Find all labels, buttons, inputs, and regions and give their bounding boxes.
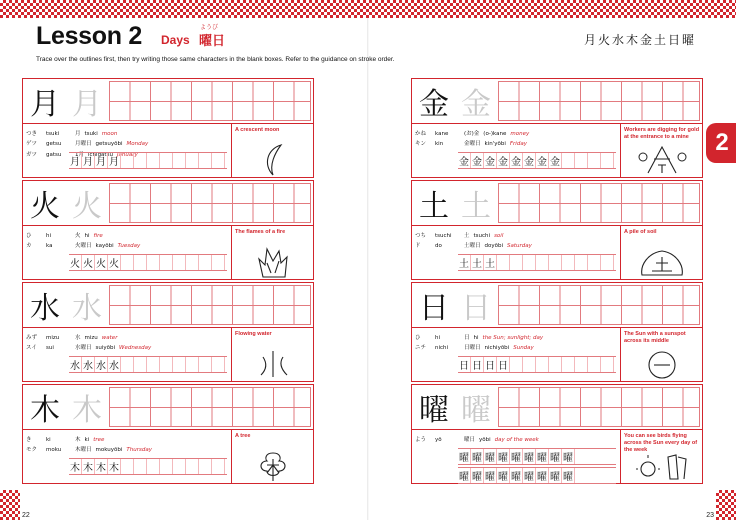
crescent-moon-sketch — [245, 143, 301, 177]
stroke-order-row — [69, 458, 227, 475]
kanji-model: 金 — [419, 87, 449, 122]
stroke-step-empty[interactable] — [147, 357, 160, 372]
vocabulary — [75, 231, 235, 252]
stroke-step-empty[interactable] — [186, 357, 199, 372]
reading-romaji: yō — [435, 437, 442, 443]
stroke-step: 月 — [82, 153, 95, 168]
kanji-block — [22, 384, 314, 484]
vocab-row — [464, 231, 624, 241]
stroke-step-empty[interactable] — [212, 153, 225, 168]
stroke-step-empty[interactable] — [173, 357, 186, 372]
mnemonic: The Sun with a sunspot across its middle — [624, 331, 686, 345]
mnemonic: You can see birds flying across the Sun every day of the week — [624, 433, 698, 454]
stroke-step-empty[interactable] — [510, 357, 523, 372]
stroke-step: 曜 — [562, 449, 575, 464]
vocab-row — [464, 435, 624, 445]
kanji-model: 火 — [30, 189, 60, 224]
kanji-trace[interactable]: 曜 — [461, 393, 491, 428]
mnemonic: Flowing water — [235, 331, 272, 337]
vocab-row — [464, 333, 624, 343]
stroke-step-empty[interactable] — [523, 357, 536, 372]
practice-grid[interactable] — [109, 183, 311, 223]
vocabulary — [75, 435, 235, 456]
stroke-step-empty[interactable] — [121, 357, 134, 372]
stroke-step-empty[interactable] — [134, 459, 147, 474]
stroke-step: 曜 — [484, 449, 497, 464]
reading-kana: き — [26, 437, 32, 443]
stroke-step-empty[interactable] — [173, 255, 186, 270]
lesson-title: Lesson 2 — [36, 22, 142, 50]
section-furigana: ようび — [200, 24, 219, 31]
reading-kana: つき — [26, 131, 38, 137]
stroke-step-empty[interactable] — [562, 357, 575, 372]
vocab-row — [75, 445, 235, 455]
vocab-word: 木曜日 — [75, 447, 92, 454]
vocab-word: (お)金 — [464, 131, 480, 137]
stroke-step: 曜 — [471, 468, 484, 483]
practice-grid[interactable] — [109, 81, 311, 121]
reading-kana: ゲツ — [26, 141, 37, 148]
kanji-trace[interactable]: 木 — [72, 393, 102, 428]
stroke-step-empty[interactable] — [186, 153, 199, 168]
stroke-step-empty[interactable] — [199, 255, 212, 270]
stroke-step: 水 — [108, 357, 121, 372]
vocab-meaning: Sunday — [513, 345, 534, 352]
vocab-romaji: mizu — [84, 335, 98, 341]
lesson-badge: 2 — [706, 123, 736, 163]
stroke-step-empty[interactable] — [588, 255, 601, 270]
stroke-step-empty[interactable] — [601, 153, 614, 168]
vocab-row — [75, 241, 235, 251]
stroke-step-empty[interactable] — [536, 255, 549, 270]
vocab-meaning: Thursday — [126, 447, 152, 454]
reading-kana: ひ — [26, 233, 32, 239]
practice-grid[interactable] — [498, 285, 700, 325]
vocabulary — [75, 333, 235, 354]
reading-kana: かね — [415, 131, 427, 137]
reading-romaji: hi — [46, 233, 52, 239]
stroke-step-empty[interactable] — [212, 255, 225, 270]
stroke-order-row — [458, 356, 616, 373]
reading-kana: ひ — [415, 335, 421, 341]
stroke-order-row — [458, 254, 616, 271]
stroke-step: 曜 — [523, 449, 536, 464]
stroke-step: 日 — [471, 357, 484, 372]
stroke-step-empty[interactable] — [562, 153, 575, 168]
stroke-step-empty[interactable] — [134, 357, 147, 372]
stroke-step-empty[interactable] — [601, 255, 614, 270]
reading-kana: ニチ — [415, 345, 427, 352]
reading-romaji: nichi — [435, 345, 449, 352]
divider — [23, 225, 313, 226]
vocab-word: 月 — [75, 131, 81, 137]
vocab-meaning: Saturday — [507, 243, 532, 250]
vocab-row — [75, 435, 235, 445]
vocab-row — [464, 241, 624, 251]
reading-romaji: kin — [435, 141, 444, 148]
vocab-romaji: hi — [473, 335, 479, 341]
section-title: Days — [161, 33, 190, 47]
vocab-row — [75, 129, 235, 139]
vocabulary — [464, 435, 624, 445]
stroke-step-empty[interactable] — [199, 153, 212, 168]
vocab-word: 1月 — [75, 151, 84, 158]
stroke-step: 曜 — [536, 449, 549, 464]
weekday-kanji-row: 月火水木金土日曜 — [583, 33, 696, 47]
soil-pile-sketch — [634, 245, 690, 279]
vocab-row — [75, 333, 235, 343]
instructions: Trace over the outlines first, then try writing those same characters in the blank boxes. Refer to the guidance on stroke order. — [36, 56, 395, 63]
stroke-step: 日 — [458, 357, 471, 372]
divider — [23, 123, 313, 124]
stroke-step: 曜 — [549, 449, 562, 464]
stroke-step: 曜 — [458, 468, 471, 483]
stroke-step: 金 — [523, 153, 536, 168]
vocab-row — [75, 139, 235, 149]
stroke-step: 火 — [95, 255, 108, 270]
kanji-trace[interactable]: 金 — [461, 87, 491, 122]
practice-grid[interactable] — [498, 387, 700, 427]
reading-romaji: ka — [46, 243, 53, 250]
stroke-step-empty[interactable] — [186, 459, 199, 474]
stroke-step: 日 — [497, 357, 510, 372]
stroke-step-empty[interactable] — [575, 357, 588, 372]
stroke-step-empty[interactable] — [134, 255, 147, 270]
reading-kana: ガツ — [26, 151, 38, 158]
practice-grid[interactable] — [498, 81, 700, 121]
stroke-step: 金 — [536, 153, 549, 168]
stroke-order-row — [69, 152, 227, 169]
stroke-step: 曜 — [523, 468, 536, 483]
vocab-row — [464, 139, 624, 149]
mine-sketch — [634, 143, 690, 177]
vocab-meaning: water — [101, 335, 118, 341]
kanji-block — [22, 282, 314, 382]
kanji-model: 水 — [30, 291, 60, 326]
vocab-meaning: fire — [93, 233, 103, 239]
reading-kana: モク — [26, 447, 38, 454]
stroke-step: 木 — [95, 459, 108, 474]
kanji-block — [411, 78, 703, 178]
reading-romaji: kane — [435, 131, 449, 137]
vocabulary — [464, 129, 624, 150]
reading-kana: キン — [415, 141, 426, 148]
stroke-step: 木 — [108, 459, 121, 474]
stroke-order-row — [458, 152, 616, 169]
stroke-step: 土 — [484, 255, 497, 270]
reading-kana: みず — [26, 335, 38, 341]
kanji-block — [22, 78, 314, 178]
stroke-step-empty[interactable] — [510, 255, 523, 270]
kanji-block — [22, 180, 314, 280]
stroke-step-empty[interactable] — [160, 153, 173, 168]
stroke-step-empty[interactable] — [160, 357, 173, 372]
stroke-step: 金 — [510, 153, 523, 168]
stroke-step: 月 — [69, 153, 82, 168]
mnemonic: The flames of a fire — [235, 229, 286, 235]
stroke-step-empty[interactable] — [575, 255, 588, 270]
reading-romaji: tsuki — [46, 131, 60, 137]
vocab-word: 土曜日 — [464, 243, 481, 250]
stroke-order-row — [458, 467, 616, 484]
vocab-word: 土 — [464, 233, 470, 239]
practice-grid[interactable] — [109, 387, 311, 427]
stroke-step-empty[interactable] — [523, 255, 536, 270]
stroke-step-empty[interactable] — [588, 153, 601, 168]
checker-corner-bottom-left — [0, 490, 20, 520]
kanji-trace[interactable]: 土 — [461, 189, 491, 224]
vocab-romaji: suiyōbi — [95, 345, 116, 352]
vocab-meaning: tree — [93, 437, 105, 443]
page-spine — [367, 18, 369, 520]
vocabulary — [464, 333, 624, 354]
vocab-row — [75, 231, 235, 241]
mnemonic: A pile of soil — [624, 229, 657, 235]
vocab-romaji: ki — [84, 437, 90, 443]
vocab-word: 日曜日 — [464, 345, 481, 352]
stroke-step-empty[interactable] — [186, 255, 199, 270]
reading-romaji: do — [435, 243, 442, 250]
vocab-word: 水 — [75, 335, 81, 341]
reading-kana: つち — [415, 233, 427, 239]
stroke-step: 水 — [69, 357, 82, 372]
vocab-word: 月曜日 — [75, 141, 92, 148]
kanji-trace[interactable]: 水 — [72, 291, 102, 326]
reading-romaji: gatsu — [46, 151, 62, 158]
stroke-step-empty[interactable] — [212, 459, 225, 474]
stroke-step: 火 — [82, 255, 95, 270]
mnemonic: A tree — [235, 433, 251, 439]
kanji-trace[interactable]: 火 — [72, 189, 102, 224]
stroke-step: 日 — [484, 357, 497, 372]
stroke-step: 木 — [82, 459, 95, 474]
divider — [412, 123, 702, 124]
section-kanji: 曜日 — [199, 34, 226, 49]
vocab-romaji: yōbi — [479, 437, 491, 443]
vocab-romaji: mokuyōbi — [95, 447, 123, 454]
kanji-model: 月 — [30, 87, 60, 122]
vocab-word: 金曜日 — [464, 141, 481, 148]
mnemonic: A crescent moon — [235, 127, 280, 133]
kanji-trace[interactable]: 日 — [461, 291, 491, 326]
vocab-word: 水曜日 — [75, 345, 92, 352]
reading-kana: スイ — [26, 345, 37, 352]
vocab-romaji: kin'yōbi — [484, 141, 506, 148]
stroke-step-empty[interactable] — [562, 255, 575, 270]
divider — [23, 429, 313, 430]
vocab-romaji: kayōbi — [95, 243, 114, 250]
vocab-row — [75, 343, 235, 353]
reading-romaji: getsu — [46, 141, 62, 148]
stroke-step: 金 — [549, 153, 562, 168]
stroke-step-empty[interactable] — [121, 459, 134, 474]
stroke-step-empty[interactable] — [536, 357, 549, 372]
stroke-step: 水 — [82, 357, 95, 372]
reading-romaji: tsuchi — [435, 233, 452, 239]
vocab-meaning: the Sun; sunlight; day — [482, 335, 544, 341]
kanji-model: 土 — [419, 189, 449, 224]
reading-romaji: ki — [46, 437, 51, 443]
stroke-step: 金 — [484, 153, 497, 168]
stroke-step-empty[interactable] — [173, 459, 186, 474]
vocab-meaning: moon — [101, 131, 118, 137]
stroke-step-empty[interactable] — [121, 153, 134, 168]
page-number-right: 23 — [706, 512, 714, 519]
stroke-order-row — [69, 254, 227, 271]
stroke-step: 曜 — [562, 468, 575, 483]
stroke-step: 曜 — [510, 449, 523, 464]
stroke-step-empty[interactable] — [549, 255, 562, 270]
kanji-trace[interactable]: 月 — [72, 87, 102, 122]
vocab-meaning: day of the week — [494, 437, 539, 443]
mnemonic: Workers are digging for gold at the entrance to a mine — [624, 127, 700, 141]
stroke-order-row — [69, 356, 227, 373]
vocab-meaning: soil — [494, 233, 504, 239]
stroke-step-empty[interactable] — [588, 357, 601, 372]
reading-kana: カ — [26, 243, 32, 250]
stroke-step: 土 — [471, 255, 484, 270]
reading-romaji: moku — [46, 447, 62, 454]
vocab-romaji: doyōbi — [484, 243, 504, 250]
stroke-step-empty[interactable] — [147, 255, 160, 270]
stroke-step-empty[interactable] — [497, 255, 510, 270]
kanji-block — [411, 180, 703, 280]
stroke-step: 金 — [458, 153, 471, 168]
divider — [412, 429, 702, 430]
stroke-step: 土 — [458, 255, 471, 270]
stroke-step-empty[interactable] — [549, 357, 562, 372]
vocab-word: 日 — [464, 335, 470, 341]
lesson-title-wrap — [36, 22, 142, 51]
stroke-step-empty[interactable] — [147, 459, 160, 474]
checker-border-top — [0, 0, 736, 18]
vocab-romaji: ichigatsu — [88, 151, 113, 158]
stroke-step: 月 — [108, 153, 121, 168]
stroke-step: 火 — [108, 255, 121, 270]
reading-romaji: hi — [435, 335, 441, 341]
vocabulary — [464, 231, 624, 252]
stroke-step-empty[interactable] — [160, 459, 173, 474]
tree-sketch — [245, 449, 301, 483]
vocab-romaji: (o-)kane — [483, 131, 507, 137]
stroke-step: 曜 — [549, 468, 562, 483]
stroke-step-empty[interactable] — [601, 357, 614, 372]
vocab-meaning: money — [510, 131, 530, 137]
stroke-step: 木 — [69, 459, 82, 474]
water-sketch — [245, 347, 301, 381]
kanji-block — [411, 384, 703, 484]
stroke-step: 金 — [497, 153, 510, 168]
stroke-step: 曜 — [510, 468, 523, 483]
vocab-romaji: tsuki — [84, 131, 98, 137]
reading-kana: よう — [415, 437, 427, 443]
stroke-step-empty[interactable] — [575, 153, 588, 168]
vocab-romaji: getsuyōbi — [95, 141, 123, 148]
stroke-step-empty[interactable] — [199, 459, 212, 474]
stroke-step: 曜 — [458, 449, 471, 464]
vocab-word: 火 — [75, 233, 81, 239]
checker-corner-bottom-right — [716, 490, 736, 520]
stroke-step: 曜 — [471, 449, 484, 464]
vocab-romaji: nichiyōbi — [484, 345, 510, 352]
stroke-step-empty[interactable] — [147, 153, 160, 168]
vocab-row — [464, 129, 624, 139]
vocab-meaning: Tuesday — [117, 243, 141, 250]
stroke-step: 曜 — [484, 468, 497, 483]
birds-sun-sketch — [634, 449, 690, 483]
stroke-step: 金 — [471, 153, 484, 168]
stroke-step-empty[interactable] — [121, 255, 134, 270]
practice-grid[interactable] — [498, 183, 700, 223]
reading-romaji: mizu — [46, 335, 60, 341]
divider — [412, 327, 702, 328]
vocab-romaji: hi — [84, 233, 90, 239]
vocab-meaning: Wednesday — [119, 345, 152, 352]
stroke-step: 月 — [95, 153, 108, 168]
stroke-step-empty[interactable] — [160, 255, 173, 270]
practice-grid[interactable] — [109, 285, 311, 325]
vocab-word: 火曜日 — [75, 243, 92, 250]
vocab-meaning: Friday — [509, 141, 527, 148]
reading-romaji: sui — [46, 345, 54, 352]
vocab-meaning: January — [116, 151, 138, 158]
divider — [23, 327, 313, 328]
flames-sketch — [245, 245, 301, 279]
page-number-left: 22 — [22, 512, 30, 519]
stroke-step: 曜 — [497, 468, 510, 483]
kanji-model: 木 — [30, 393, 60, 428]
stroke-step-empty[interactable] — [199, 357, 212, 372]
vocab-romaji: tsuchi — [473, 233, 491, 239]
stroke-step: 水 — [95, 357, 108, 372]
sun-sketch — [634, 347, 690, 381]
vocab-meaning: Monday — [126, 141, 149, 148]
kanji-block — [411, 282, 703, 382]
stroke-order-row — [458, 448, 616, 465]
stroke-step: 曜 — [497, 449, 510, 464]
divider — [412, 225, 702, 226]
stroke-step-empty[interactable] — [173, 153, 186, 168]
stroke-step-empty[interactable] — [134, 153, 147, 168]
stroke-step: 曜 — [536, 468, 549, 483]
stroke-step: 火 — [69, 255, 82, 270]
reading-kana: ド — [415, 243, 421, 250]
kanji-model: 日 — [419, 291, 449, 326]
stroke-step-empty[interactable] — [212, 357, 225, 372]
vocab-row — [464, 343, 624, 353]
kanji-model: 曜 — [419, 393, 449, 428]
vocab-word: 曜日 — [464, 437, 476, 443]
vocab-word: 木 — [75, 437, 81, 443]
